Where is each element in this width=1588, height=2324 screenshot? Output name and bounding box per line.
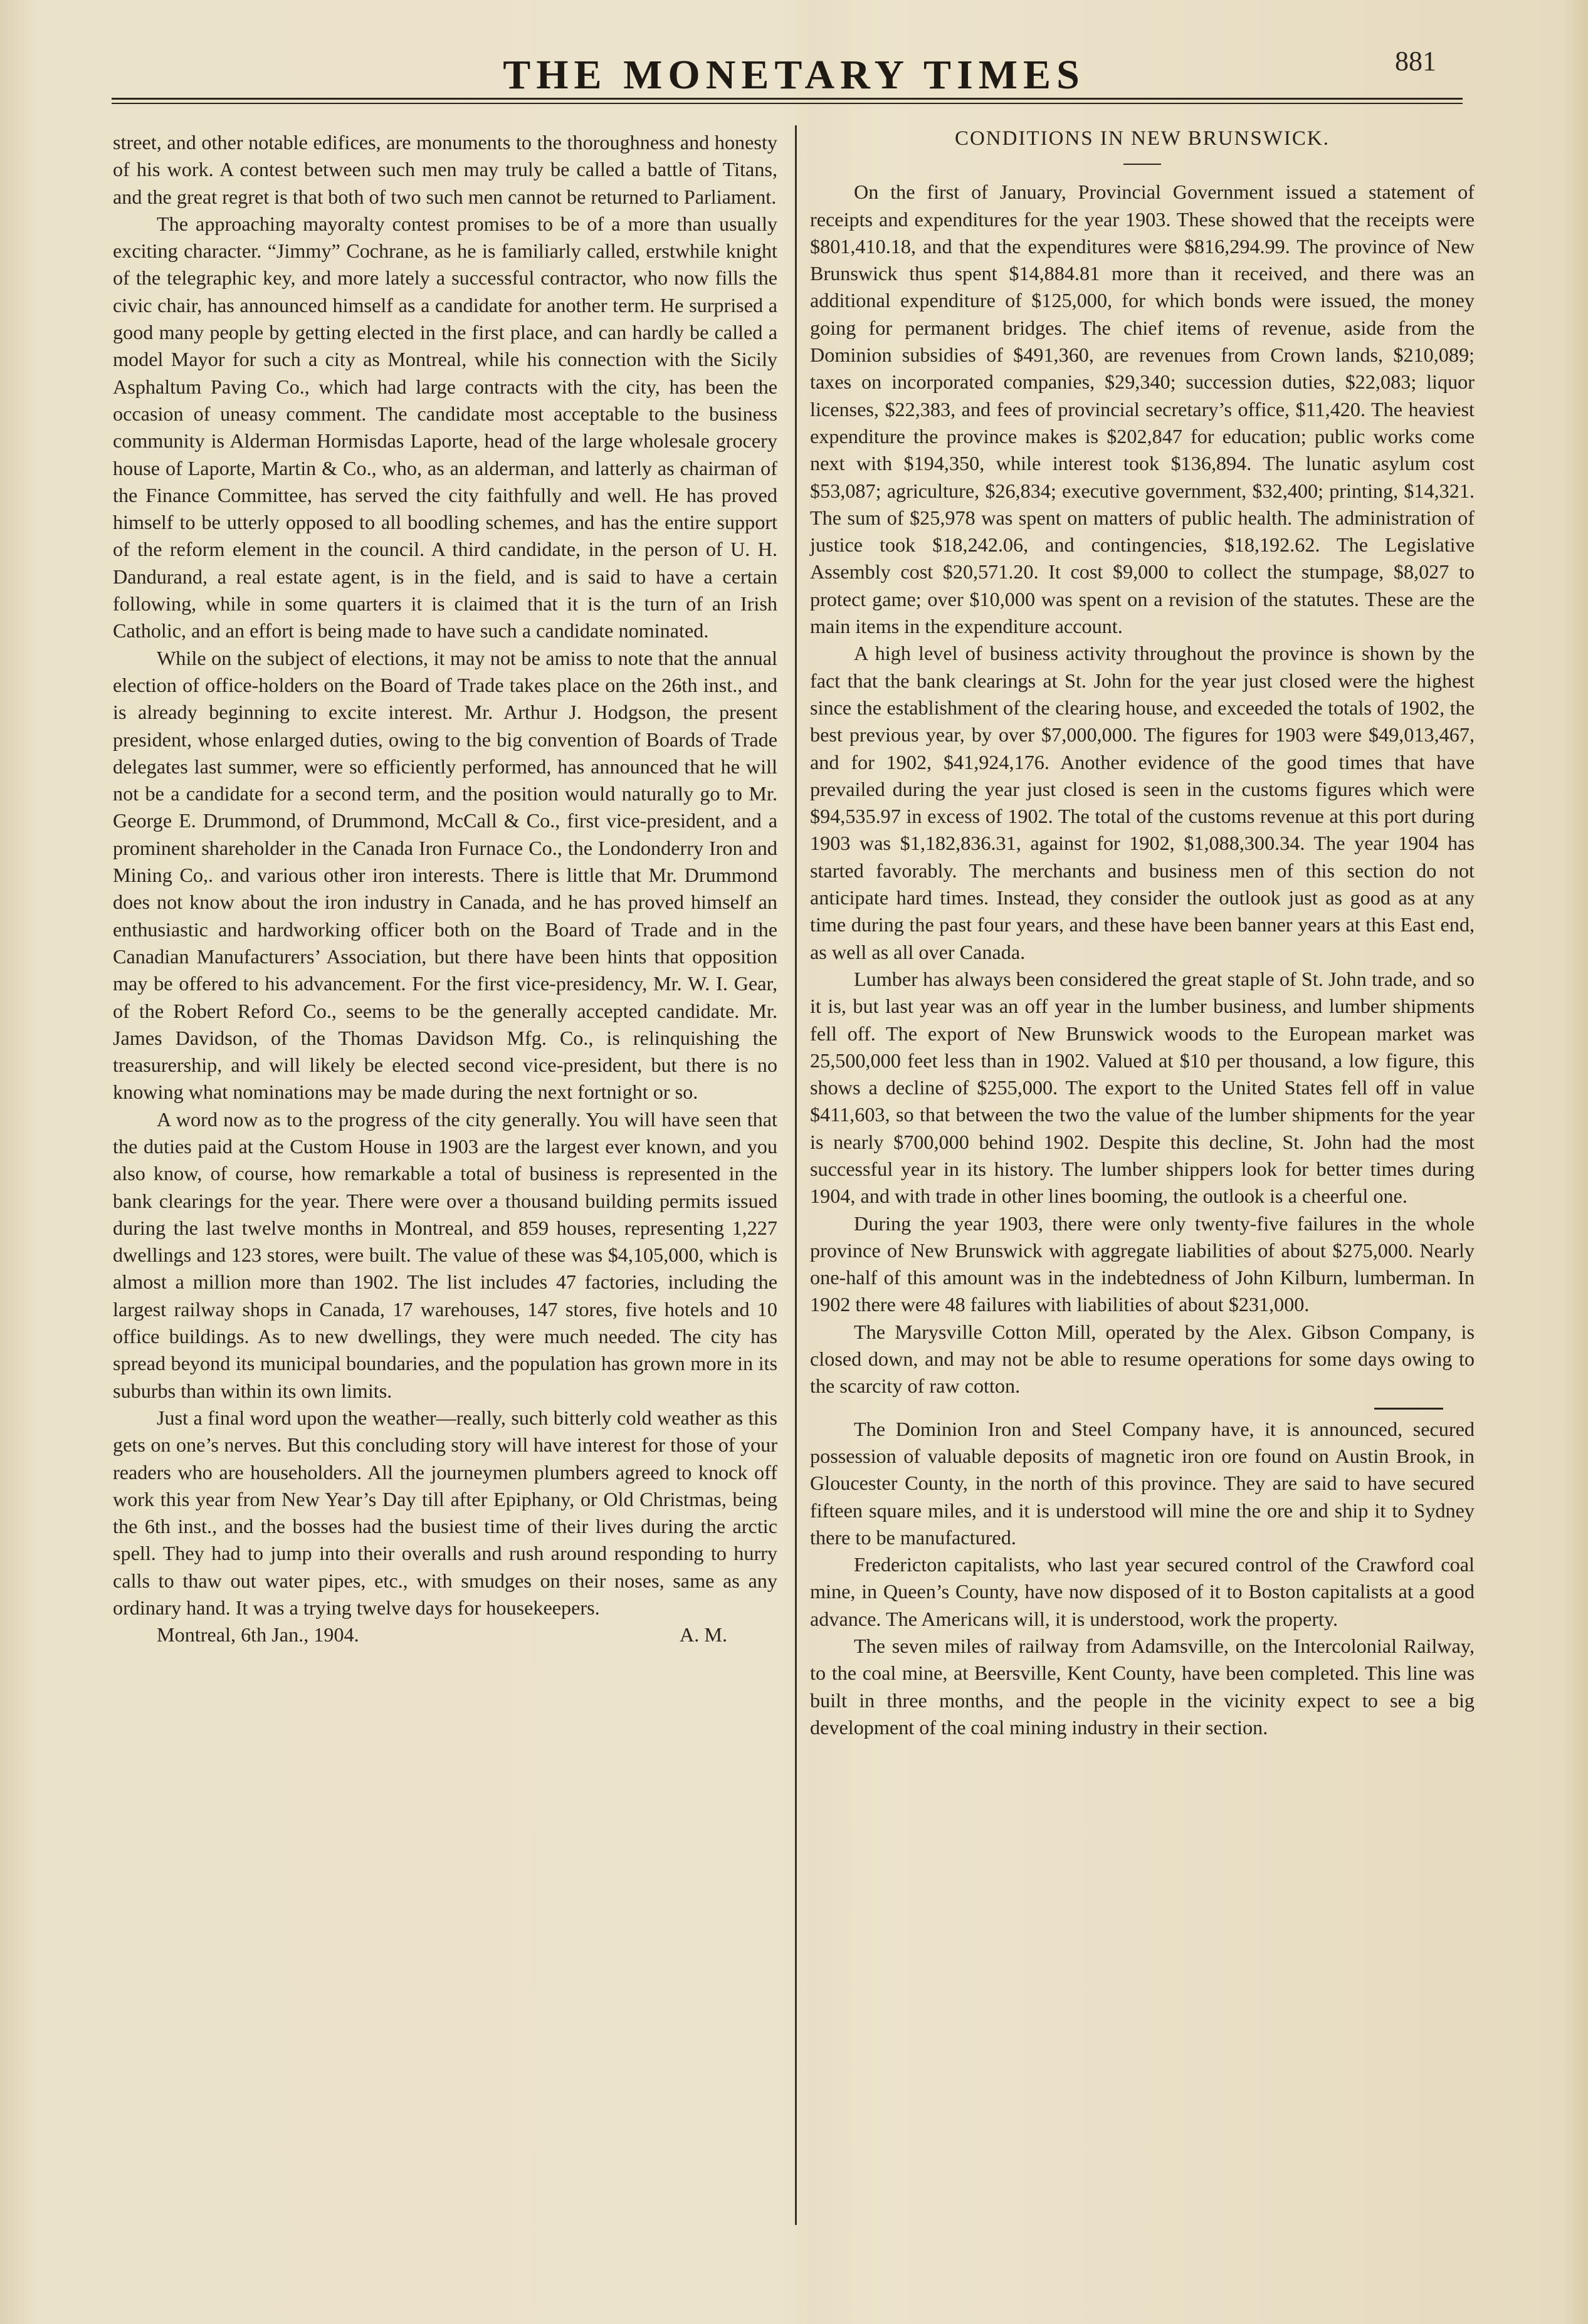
article-paragraph: The approaching mayoralty contest promises to be of a more than usually exciting character. “Jimmy” Cochrane, as he is familiarly called, erstwhile knight of the telegraphic key, and more lately a successful contractor, who now fills the civic chair, has announced himself as a candidate for another term. He surprised a good many people by getting elected in the first place, and can hardly be called a model Mayor for such a city as Montreal, while his connection with the Sicily Asphaltum Paving Co., which had large contracts with the city, has been the occasion of uneasy comment. The candidate most acceptable to the business community is Alderman Hormisdas Laporte, head of the large wholesale grocery house of Laporte, Martin & Co., who, as an alderman, and latterly as chairman of the Finance Committee, has served the city faithfully and well. He has proved himself to be utterly opposed to all boodling schemes, and has the entire support of the reform element in the council. A third candidate, in the person of U. H. Dandurand, a real estate agent, is in the field, and is said to have a certain following, while in some quarters it is claimed that it is the turn of an Irish Catholic, and an effort is being made to have such a candidate nominated.	[113, 212, 777, 642]
column-divider	[795, 125, 797, 2225]
right-column	[810, 125, 1475, 1741]
headline-dash	[1123, 164, 1161, 165]
signoff-initials: A. M.	[679, 1623, 727, 1646]
article-paragraph: A high level of business activity throughout the province is shown by the fact that the bank clearings at St. John for the year just closed were the highest since the establishment of the clearing house, and exceeded the totals of 1902, the best previous year, by over $7,000,000. The figures for 1903 were $49,013,467, and for 1902, $41,924,176. Another evidence of the good times that have prevailed during the year just closed is seen in the customs figures which were $94,535.97 in excess of 1902. The total of the customs revenue at this port during 1903 was $1,182,836.31, against for 1902, $1,088,300.34. The year 1904 has started favorably. The merchants and business men of this section do not anticipate hard times. Instead, they consider the outlook just as good as at any time during the past four years, and these have been banner years at this East end, as well as all over Canada.	[810, 642, 1475, 963]
article-paragraph: street, and other notable edifices, are monuments to the thoroughness and honesty of his work. A contest between such men may truly be called a battle of Titans, and the great regret is that both of two such men cannot be returned to Parliament.	[113, 131, 777, 208]
article-paragraph: While on the subject of elections, it may not be amiss to note that the annual election of office-holders on the Board of Trade takes place on the 26th inst., and is already beginning to excite interest. Mr. Arthur J. Hodgson, the present president, whose enlarged duties, owing to the big convention of Boards of Trade delegates last summer, were so efficiently performed, has announced that he will not be a candidate for a second term, and the position would naturally go to Mr. George E. Drummond, of Drummond, McCall & Co., first vice-president, and a prominent shareholder in the Canada Iron Furnace Co., the Londonderry Iron and Mining Co,. and various other iron interests. There is little that Mr. Drummond does not know about the iron industry in Canada, and he has proved himself an enthusiastic and hardworking officer both on the Board of Trade and in the Canadian Manufacturers’ Association, but there have been hints that opposition may be offered to his advancement. For the first vice-presidency, Mr. W. I. Gear, of the Robert Reford Co., seems to be the generally accepted candidate. Mr. James Davidson, of the Thomas Davidson Mfg. Co., is relinquishing the treasurership, and will likely be elected second vice-president, but there is no knowing what nominations may be made during the next fortnight or so.	[113, 646, 777, 1104]
article-paragraph: Lumber has always been considered the great staple of St. John trade, and so it is, but last year was an off year in the lumber business, and lumber shipments fell off. The export of New Brunswick woods to the European market was 25,500,000 feet less than in 1902. Valued at $10 per thousand, a low figure, this shows a decline of $255,000. The export to the United States fell off in value $411,603, so that between the two the value of the lumber shipments for the year is nearly $700,000 behind 1902. Despite this decline, St. John had the most successful year in its history. The lumber shippers look for better times during 1904, and with trade in other lines booming, the outlook is a cheerful one.	[810, 967, 1475, 1208]
article-paragraph: The Marysville Cotton Mill, operated by the Alex. Gibson Company, is closed down, and may not be able to resume operations for some days owing to the scarcity of raw cotton.	[810, 1320, 1475, 1398]
page-number: 881	[1395, 46, 1436, 76]
header-rule	[112, 98, 1463, 100]
signoff	[113, 1621, 777, 1648]
article-paragraph: The seven miles of railway from Adamsville, on the Intercolonial Railway, to the coal mine, at Beersville, Kent County, have been completed. This line was built in three months, and the people in the vicinity expect to see a big development of the coal mining industry in their section.	[810, 1635, 1475, 1739]
article-paragraph: Fredericton capitalists, who last year secured control of the Crawford coal mine, in Queen’s County, have now disposed of it to Boston capitalists at a good advance. The Americans will, it is understood, work the property.	[810, 1553, 1475, 1630]
article-paragraph: During the year 1903, there were only twenty-five failures in the whole province of New Brunswick with aggregate liabilities of about $275,000. Nearly one-half of this amount was in the indebtedness of John Kilburn, lumberman. In 1902 there were 48 failures with liabilities of about $231,000.	[810, 1212, 1475, 1316]
signoff-place-date: Montreal, 6th Jan., 1904.	[157, 1623, 359, 1646]
article-headline: CONDITIONS IN NEW BRUNSWICK.	[954, 127, 1330, 150]
article-paragraph: On the first of January, Provincial Government issued a statement of receipts and expenditures for the year 1903. These showed that the receipts were $801,410.18, and that the expenditures were $816,294.99. The province of New Brunswick thus spent $14,884.81 more than it received, and there was an additional expenditure of $125,000, for which bonds were issued, the money going for permanent bridges. The chief items of revenue, aside from the Dominion subsidies of $491,360, are revenues from Crown lands, $210,089; taxes on incorporated companies, $29,340; succession duties, $22,083; liquor licenses, $22,383, and fees of provincial secretary’s office, $11,420. The heaviest expenditure the province makes is $202,847 for education; public works come next with $194,350, while interest took $136,894. The lunatic asylum cost $53,087; agriculture, $26,834; executive government, $32,400; printing, $14,321. The sum of $25,978 was spent on matters of public health. The administration of justice took $18,242.06, and contingencies, $18,192.62. The Legislative Assembly cost $20,571.20. It cost $9,000 to collect the stumpage, $8,027 to protect game; over $10,000 was spent on a revision of the statutes. These are the main items in the expenditure account.	[810, 181, 1475, 638]
article-paragraph: A word now as to the progress of the city generally. You will have seen that the duties paid at the Custom House in 1903 are the largest ever known, and you also know, of course, how remarkable a total of business is represented in the bank clearings for the year. There were over a thousand building permits issued during the last twelve months in Montreal, and 859 houses, representing 1,227 dwellings and 123 stores, were built. The value of these was $4,105,000, which is almost a million more than 1902. The list includes 47 factories, including the largest railway shops in Canada, 17 warehouses, 147 stores, five hotels and 10 office buildings. As to new dwellings, they were much needed. The city has spread beyond its municipal boundaries, and the population has grown more in its suburbs than within its own limits.	[113, 1107, 777, 1402]
article-paragraph: The Dominion Iron and Steel Company have, it is announced, secured possession of valuable deposits of magnetic iron ore found on Austin Brook, in Gloucester County, in the north of this province. They are said to have secured fifteen square miles, and it is understood will mine the ore and ship it to Sydney there to be manufactured.	[810, 1417, 1475, 1549]
header-rule-thin	[112, 103, 1463, 104]
left-column	[113, 129, 777, 1649]
section-separator	[1374, 1408, 1443, 1410]
article-paragraph: Just a final word upon the weather—really, such bitterly cold weather as this gets on one’s nerves. But this concluding story will have interest for those of your readers who are householders. All the journeymen plumbers agreed to knock off work this year from New Year’s Day till after Epiphany, or Old Christmas, being the 6th inst., and the bosses had the busiest time of their lives during the arctic spell. They had to jump into their overalls and rush around responding to hurry calls to thaw out water pipes, etc., with smudges on their noses, same as any ordinary hand. It was a trying twelve days for housekeepers.	[113, 1406, 777, 1620]
masthead: THE MONETARY TIMES	[503, 52, 1085, 98]
